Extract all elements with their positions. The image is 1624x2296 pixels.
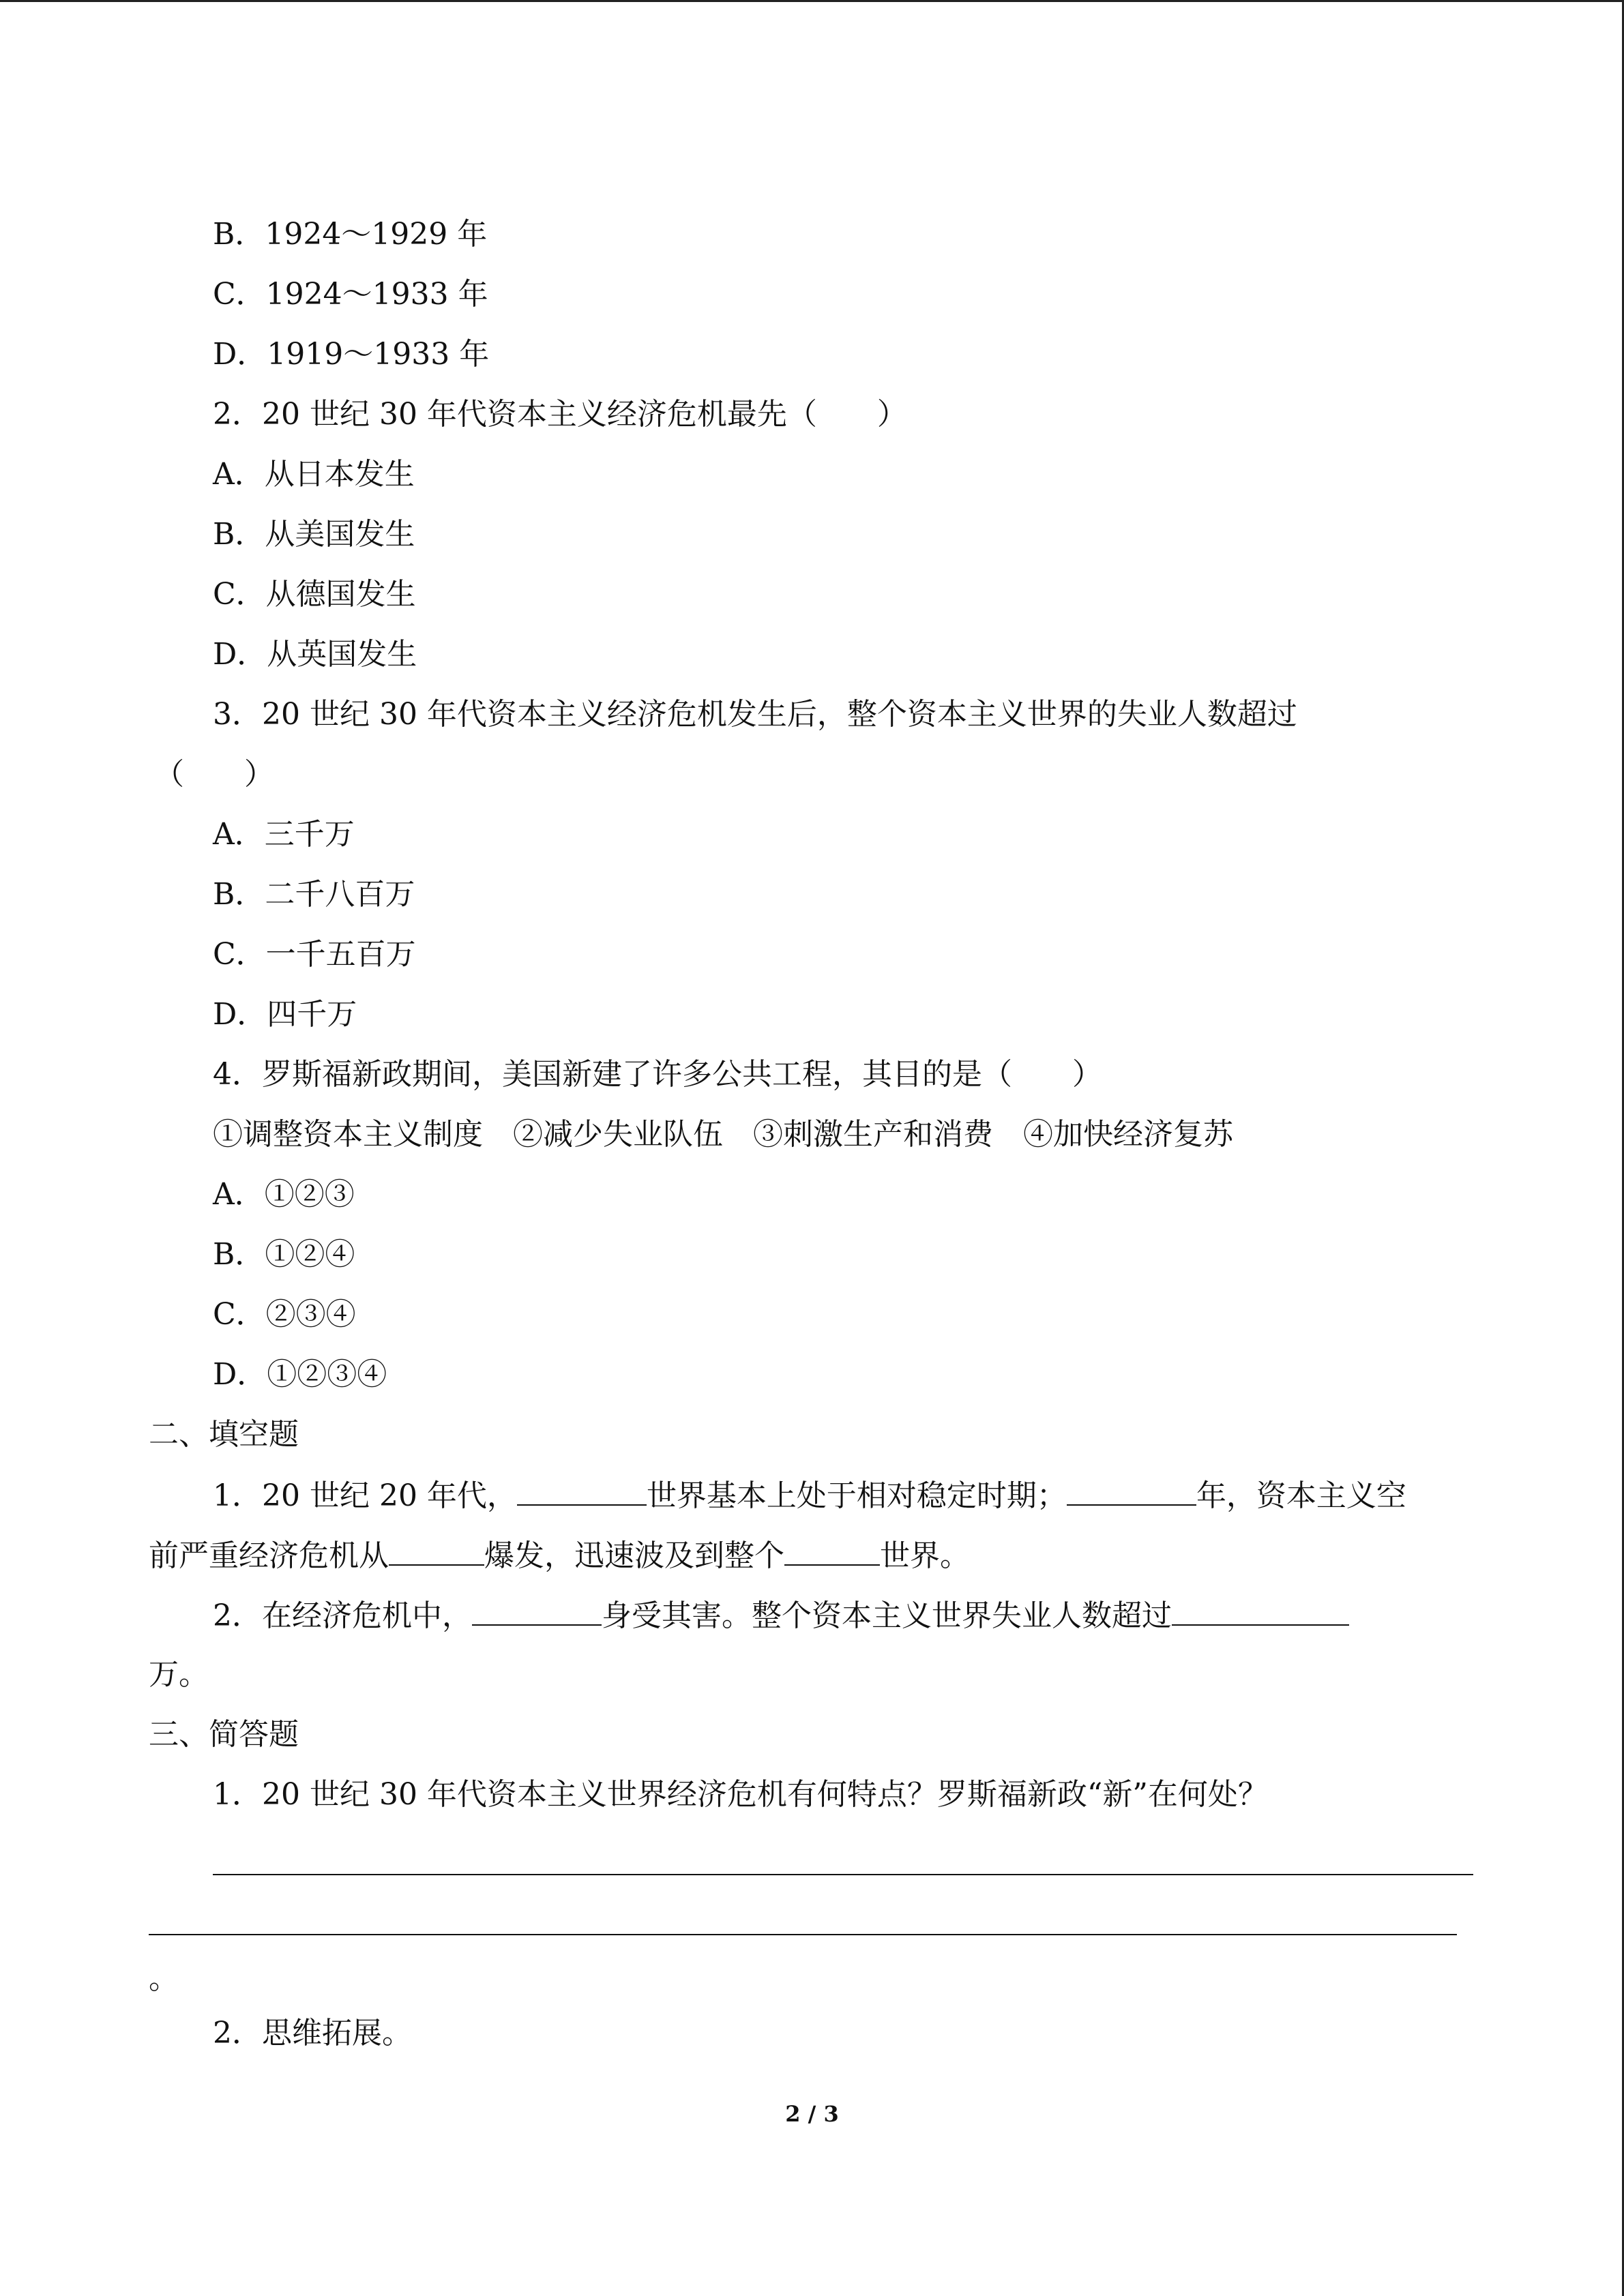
- q3-option-b: B．二千八百万: [213, 877, 415, 912]
- q3-option-c: C．一千五百万: [213, 937, 416, 972]
- q2-stem: 2．20 世纪 30 年代资本主义经济危机最先（ ）: [213, 397, 907, 432]
- q1-option-d: D．1919～1933 年: [213, 337, 490, 372]
- q4-stem: 4．罗斯福新政期间，美国新建了许多公共工程，其目的是（ ）: [213, 1057, 1102, 1092]
- blank-origin-country[interactable]: [389, 1534, 484, 1566]
- fill-q1-line2: [149, 1534, 970, 1577]
- q4-option-d: D．①②③④: [213, 1357, 387, 1392]
- answer-line-2[interactable]: [149, 1934, 1457, 1935]
- q3-stem: 3．20 世纪 30 年代资本主义经济危机发生后，整个资本主义世界的失业人数超过: [213, 697, 1297, 732]
- short-q2: 2．思维拓展。: [213, 2016, 412, 2051]
- fill-q2-line1: [213, 1594, 1349, 1637]
- answer-line-1[interactable]: [213, 1874, 1473, 1875]
- short-end-mark: 。: [149, 1961, 179, 1996]
- q4-option-c: C．②③④: [213, 1297, 356, 1332]
- fill-q1-text-d: 前严重经济危机从: [149, 1538, 389, 1573]
- fill-q1-text-c: 年，资本主义空: [1196, 1478, 1406, 1513]
- q4-items: ①调整资本主义制度 ②减少失业队伍 ③刺激生产和消费 ④加快经济复苏: [213, 1117, 1233, 1152]
- page-number: 2 / 3: [785, 2101, 839, 2127]
- blank-world[interactable]: [784, 1534, 880, 1566]
- q2-option-d: D．从英国发生: [213, 637, 417, 672]
- blank-unemployed-count[interactable]: [1172, 1594, 1349, 1626]
- q4-option-b: B．①②④: [213, 1237, 355, 1272]
- q2-option-a: A．从日本发生: [213, 457, 415, 492]
- fill-heading: 二、填空题: [149, 1417, 299, 1452]
- fill-q2-text-b: 身受其害。整个资本主义世界失业人数超过: [602, 1598, 1172, 1633]
- q3-stem-continued: （ ）: [154, 757, 274, 792]
- fill-q1-text-a: 1．20 世纪 20 年代，: [213, 1478, 517, 1513]
- q3-option-a: A．三千万: [213, 817, 355, 852]
- q2-option-b: B．从美国发生: [213, 517, 415, 552]
- blank-victims[interactable]: [472, 1594, 602, 1626]
- fill-q1-line1: [213, 1474, 1406, 1517]
- fill-q1-text-b: 世界基本上处于相对稳定时期；: [646, 1478, 1067, 1513]
- short-heading: 三、简答题: [149, 1717, 299, 1752]
- short-q1: 1．20 世纪 30 年代资本主义世界经济危机有何特点？罗斯福新政“新”在何处？: [213, 1777, 1268, 1812]
- fill-q2-text-c: 万。: [149, 1657, 209, 1692]
- fill-q2-text-a: 2．在经济危机中，: [213, 1598, 472, 1633]
- q2-option-c: C．从德国发生: [213, 577, 416, 612]
- fill-q1-text-e: 爆发，迅速波及到整个: [484, 1538, 784, 1573]
- q1-option-c: C．1924～1933 年: [213, 277, 488, 312]
- blank-system[interactable]: [517, 1474, 647, 1506]
- fill-q1-text-f: 世界。: [880, 1538, 970, 1573]
- q3-option-d: D．四千万: [213, 997, 357, 1032]
- q1-option-b: B．1924～1929 年: [213, 217, 488, 252]
- q4-option-a: A．①②③: [213, 1177, 355, 1212]
- blank-year[interactable]: [1067, 1474, 1196, 1506]
